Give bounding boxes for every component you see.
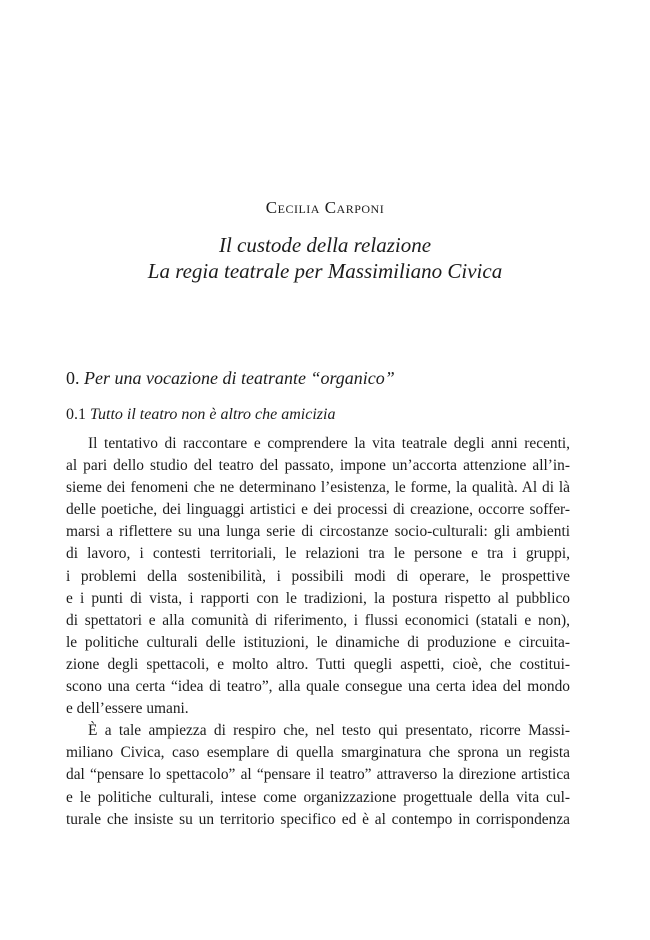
- paragraph: [66, 433, 570, 720]
- text-line: turale che insiste su un territorio specifico ed è al contempo in corrispondenza: [66, 810, 570, 828]
- text-line: i problemi della sostenibilità, i possibili modi di operare, le prospettive: [66, 567, 570, 585]
- text-line: e le politiche culturali, intese come organizzazione progettuale della vita cul-: [66, 788, 570, 806]
- text-line: delle poetiche, dei linguaggi artistici e dei processi di creazione, occorre soffer-: [66, 501, 570, 519]
- text-line: le politiche culturali delle istituzioni, le dinamiche di produzione e circuita-: [66, 633, 570, 651]
- text-line: sieme dei fenomeni che ne determinano l’esistenza, le forme, la qualità. Al di là: [66, 479, 570, 497]
- subsection-number: 0.1: [66, 406, 86, 423]
- subsection-title: Tutto il teatro non è altro che amicizia: [90, 406, 336, 423]
- text-line: di lavoro, i contesti territoriali, le relazioni tra le persone e tra i gruppi,: [66, 545, 570, 563]
- title-line-1: Il custode della relazione: [218, 233, 432, 257]
- title-line-2: La regia teatrale per Massimiliano Civica: [147, 259, 503, 283]
- section-heading: [66, 368, 395, 389]
- section-title: Per una vocazione di teatrante “organico”: [84, 368, 395, 388]
- text-line: di spettatori e alla comunità di riferimento, i flussi economici (statali e non),: [66, 611, 570, 629]
- text-line: e dell’essere umani.: [66, 700, 189, 718]
- body-text: [66, 433, 570, 831]
- paragraph: [66, 720, 570, 830]
- text-line: scono una certa “idea di teatro”, alla quale consegue una certa idea del mondo: [66, 678, 570, 696]
- article-title: [0, 232, 650, 284]
- text-line: È a tale ampiezza di respiro che, nel testo qui presentato, ricorre Massi-: [88, 722, 570, 740]
- text-line: dal “pensare lo spettacolo” al “pensare il teatro” attraverso la direzione artistica: [66, 766, 570, 784]
- text-line: zione degli spettacoli, e molto altro. Tutti quegli aspetti, cioè, che costitui-: [66, 655, 570, 673]
- text-line: miliano Civica, caso esemplare di quella smarginatura che sprona un regista: [66, 744, 570, 762]
- text-line: e i punti di vista, i rapporti con le tradizioni, la postura rispetto al pubblico: [66, 589, 570, 607]
- author-name: Cecilia Carponi: [265, 198, 385, 217]
- section-number: 0.: [66, 368, 80, 388]
- text-line: marsi a riflettere su una lunga serie di circostanze socio-culturali: gli ambienti: [66, 523, 570, 541]
- text-line: al pari dello studio del teatro del passato, impone un’accorta attenzione all’in-: [66, 457, 570, 475]
- subsection-heading: [66, 406, 335, 424]
- text-line: Il tentativo di raccontare e comprendere la vita teatrale degli anni recenti,: [88, 435, 570, 452]
